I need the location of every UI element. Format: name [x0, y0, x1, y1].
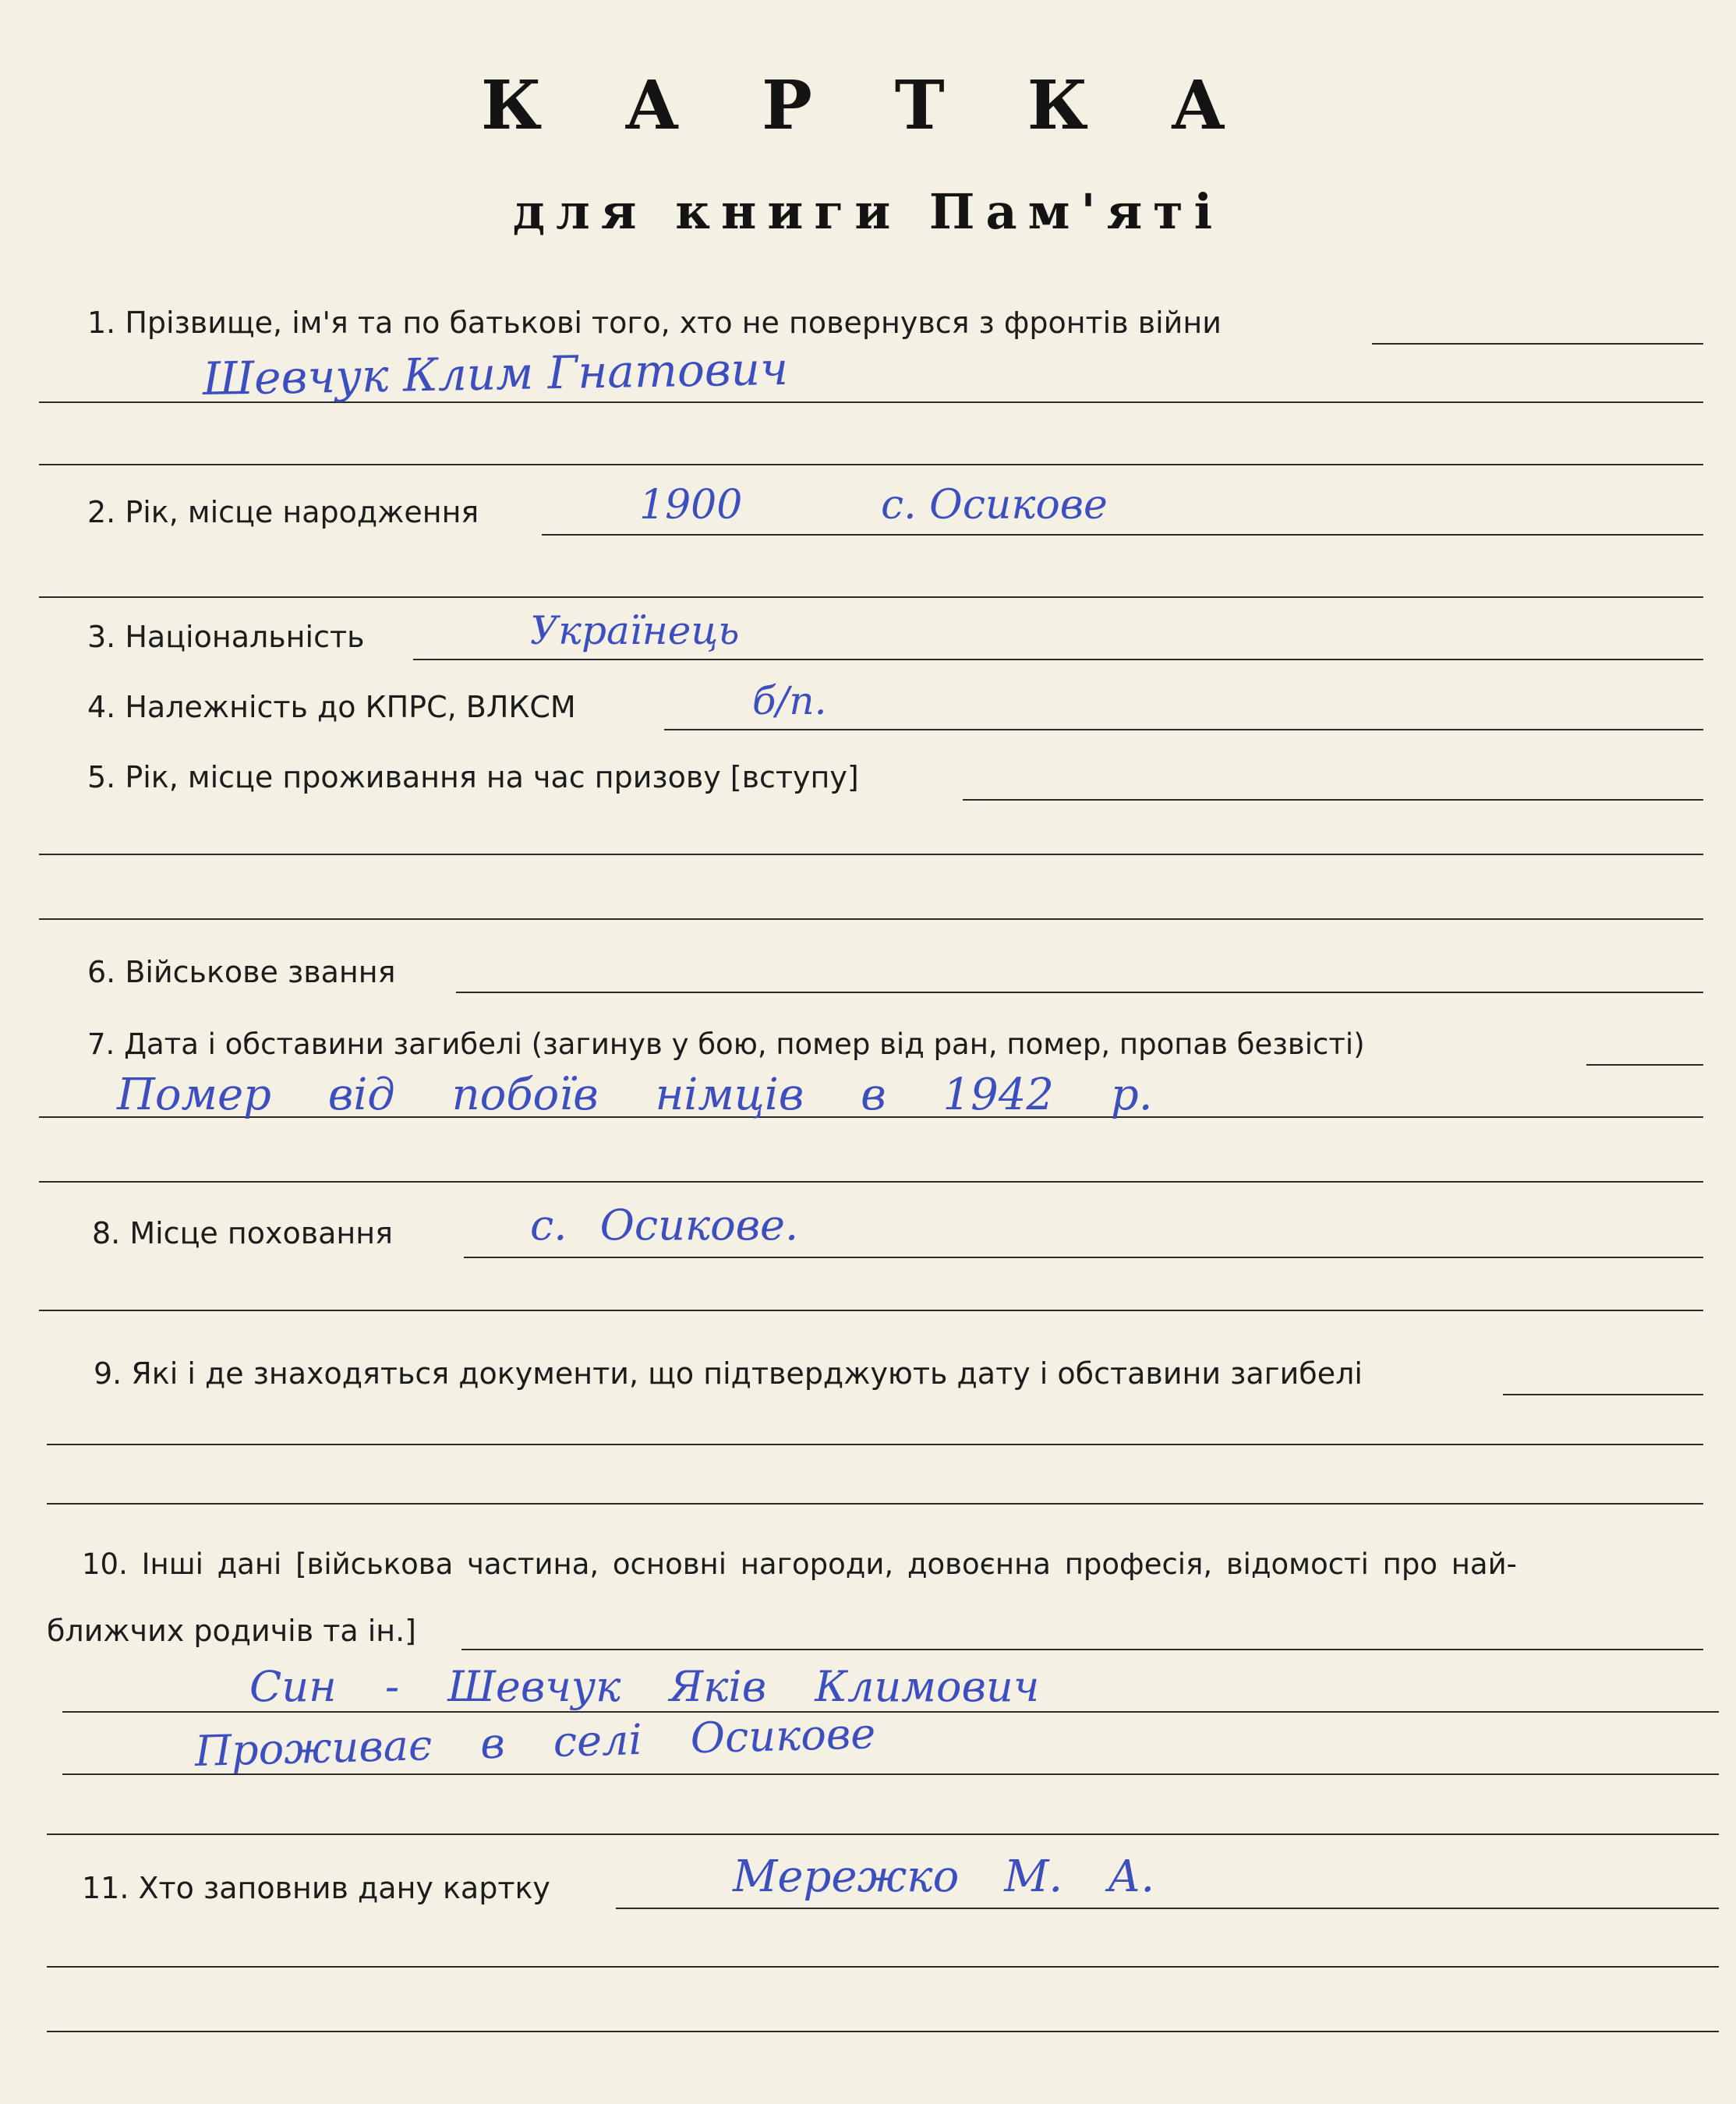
field-2-value-year: 1900 [639, 482, 743, 529]
field-11-line [616, 1908, 1719, 1909]
field-3-line [413, 659, 1703, 660]
field-4-label: 4. Належність до КПРС, ВЛКСМ [87, 690, 576, 724]
card-subtitle: для книги Пам'яті [512, 183, 1224, 240]
field-1-line-3 [39, 464, 1703, 465]
field-6-label: 6. Військове звання [87, 955, 396, 989]
field-1-value: Шевчук Клим Гнатович [202, 341, 789, 405]
field-9-line-3 [47, 1503, 1703, 1505]
card-title: К А Р Т К А [481, 66, 1255, 145]
field-8-line-2 [39, 1310, 1703, 1311]
field-7-label: 7. Дата і обставини загибелі (загинув у бою, помер від ран, помер, пропав безвісті) [87, 1027, 1365, 1061]
field-10-line [461, 1649, 1703, 1650]
field-11-line-3 [47, 2031, 1719, 2032]
field-5-label: 5. Рік, місце проживання на час призову [вступу] [87, 760, 859, 794]
field-9-line [1503, 1394, 1703, 1395]
field-8-line [464, 1257, 1703, 1258]
field-2-line-2 [39, 596, 1703, 598]
field-6-line [456, 992, 1703, 993]
field-1-line [1372, 343, 1703, 345]
field-5-line-3 [39, 918, 1703, 920]
field-10-value-line-2: Проживає в селі Осикове [194, 1709, 876, 1776]
field-2-value-place: с. Осикове [881, 482, 1108, 529]
field-1-label: 1. Прізвище, ім'я та по батькові того, хто не повернувся з фронтів війни [87, 306, 1222, 340]
field-10-line-4 [47, 1833, 1719, 1835]
field-7-value: Помер від побоїв німців в 1942 р. [117, 1070, 1153, 1120]
field-2-label: 2. Рік, місце народження [87, 495, 479, 529]
field-4-value: б/п. [752, 678, 827, 723]
field-11-value: Мережко М. А. [733, 1851, 1155, 1902]
field-9-line-2 [47, 1444, 1703, 1445]
field-10-value-line-1: Син - Шевчук Яків Климович [249, 1662, 1040, 1711]
field-8-label: 8. Місце поховання [92, 1216, 393, 1250]
field-9-label: 9. Які і де знаходяться документи, що підтверджують дату і обставини загибелі [94, 1356, 1363, 1391]
field-5-line [963, 799, 1703, 801]
field-10-line-2 [62, 1711, 1719, 1713]
field-7-line-3 [39, 1181, 1703, 1183]
field-3-value: Українець [530, 608, 740, 653]
field-5-line-2 [39, 854, 1703, 855]
field-8-value: с. Осикове. [530, 1201, 799, 1250]
field-2-line [542, 534, 1703, 536]
field-10-label-line-2: ближчих родичів та ін.] [47, 1614, 416, 1648]
field-7-line [1586, 1064, 1703, 1066]
field-10-line-3 [62, 1773, 1719, 1775]
field-10-label-line-1: 10. Інші дані [військова частина, основні нагороди, довоєнна професія, відомості про най- [82, 1547, 1517, 1581]
field-11-label: 11. Хто заповнив дану картку [82, 1871, 550, 1905]
field-3-label: 3. Національність [87, 620, 365, 654]
field-11-line-2 [47, 1966, 1719, 1968]
field-4-line [664, 729, 1703, 730]
